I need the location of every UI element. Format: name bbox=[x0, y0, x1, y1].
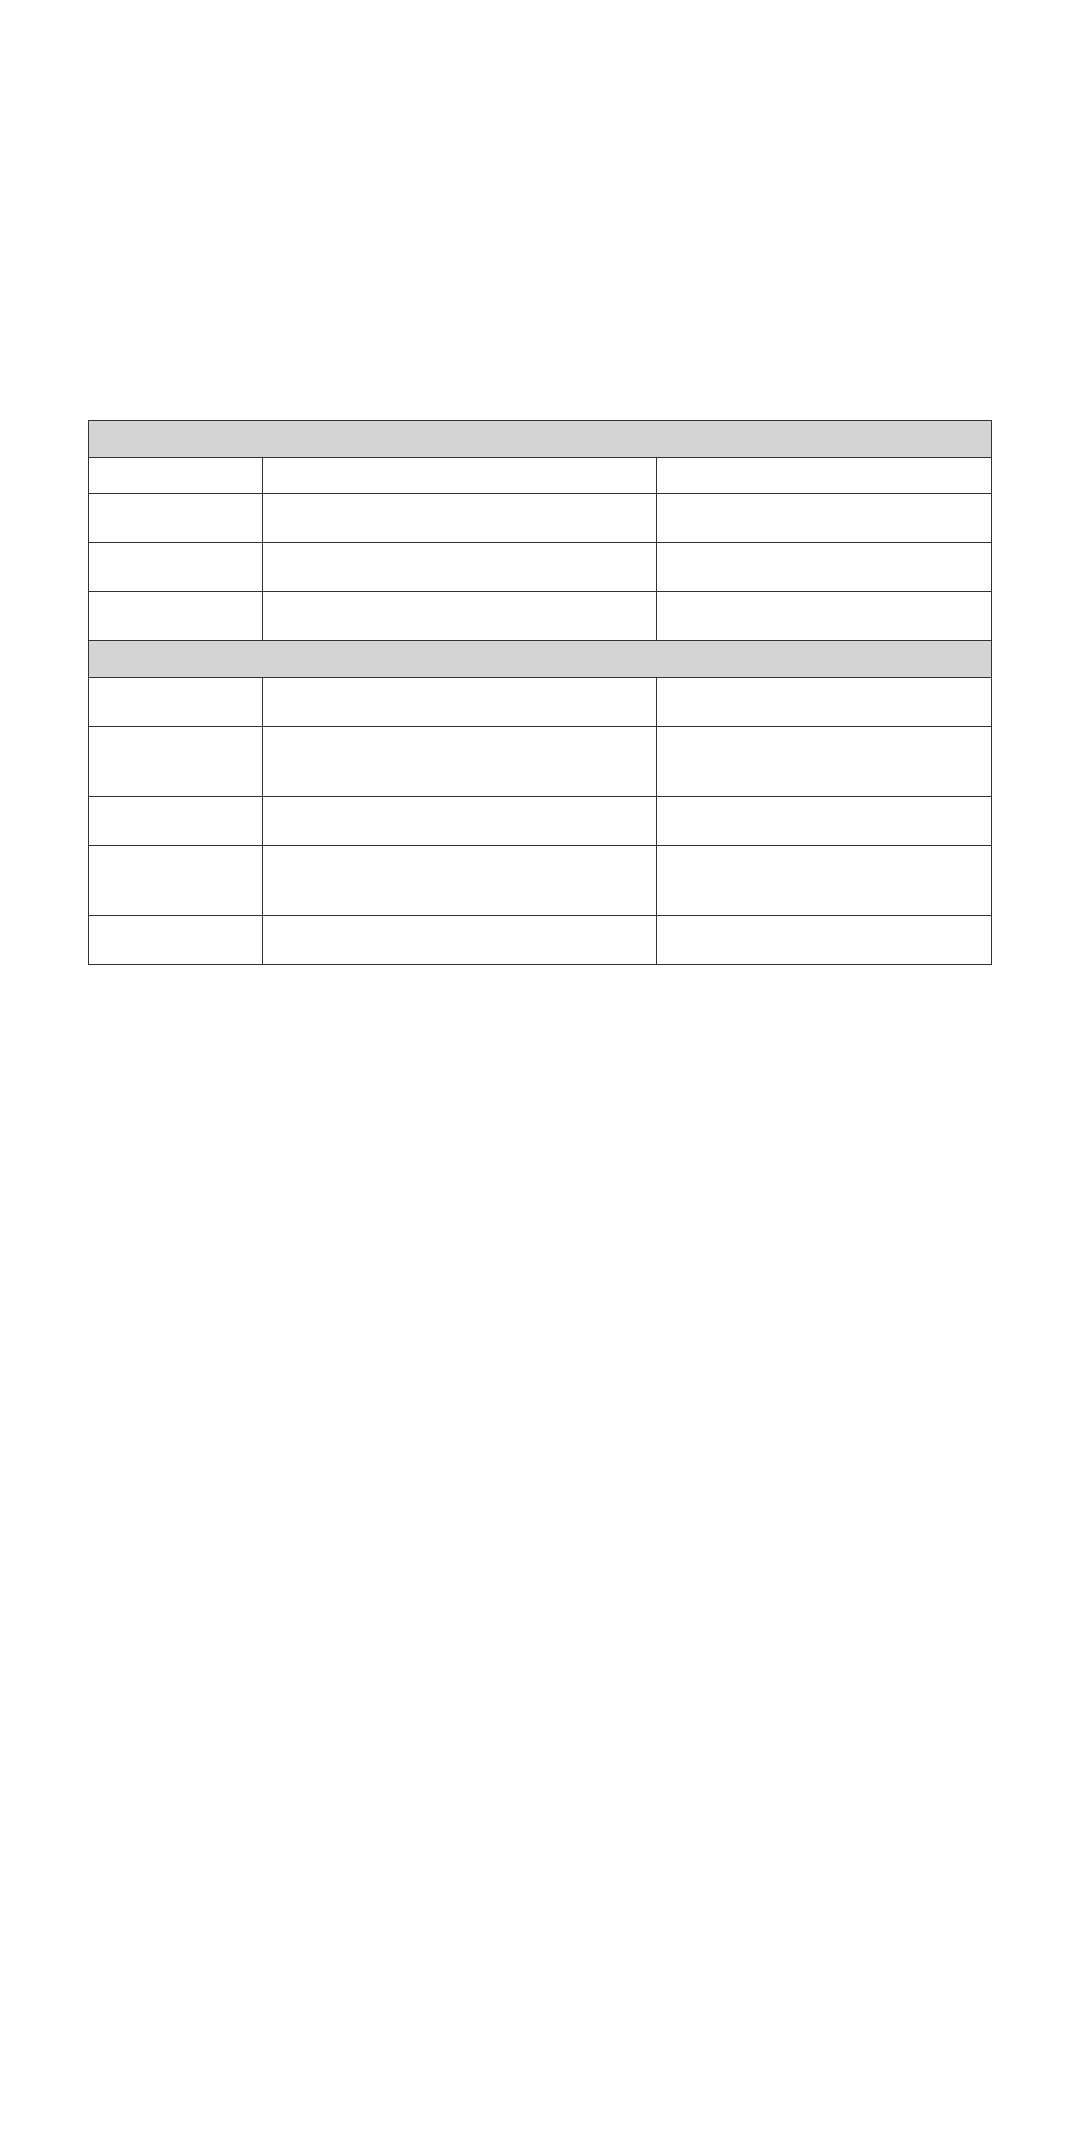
column-header-time bbox=[89, 458, 263, 494]
column-header-speaker bbox=[657, 458, 992, 494]
row-topic bbox=[263, 797, 657, 846]
table-row bbox=[89, 846, 992, 916]
row-topic bbox=[263, 543, 657, 592]
table-row bbox=[89, 916, 992, 965]
row-topic bbox=[263, 727, 657, 797]
table-row bbox=[89, 543, 992, 592]
row-speaker bbox=[657, 494, 992, 543]
row-time bbox=[89, 846, 263, 916]
row-speaker bbox=[657, 797, 992, 846]
row-time bbox=[89, 592, 263, 641]
table-row bbox=[89, 727, 992, 797]
qr-code-icon bbox=[215, 1882, 355, 2022]
row-topic bbox=[263, 592, 657, 641]
table-row bbox=[89, 678, 992, 727]
row-speaker bbox=[657, 846, 992, 916]
row-topic bbox=[263, 678, 657, 727]
row-speaker bbox=[657, 592, 992, 641]
row-speaker bbox=[657, 916, 992, 965]
section-header-agenda bbox=[89, 421, 992, 458]
agenda-table-part-1 bbox=[88, 420, 992, 965]
row-topic bbox=[263, 846, 657, 916]
section-header-ceremony bbox=[89, 641, 992, 678]
row-time bbox=[89, 678, 263, 727]
qr-block-saixi bbox=[155, 1882, 415, 2062]
row-time bbox=[89, 797, 263, 846]
row-speaker bbox=[657, 543, 992, 592]
table-row bbox=[89, 494, 992, 543]
qr-block-members bbox=[665, 1882, 925, 2062]
row-time bbox=[89, 494, 263, 543]
row-speaker bbox=[657, 727, 992, 797]
table-row bbox=[89, 592, 992, 641]
table-row bbox=[89, 797, 992, 846]
row-speaker bbox=[657, 678, 992, 727]
row-time bbox=[89, 727, 263, 797]
row-topic bbox=[263, 494, 657, 543]
qr-block-group bbox=[410, 1882, 670, 2062]
row-time bbox=[89, 916, 263, 965]
qr-code-wechat-icon bbox=[470, 1882, 610, 2022]
row-topic bbox=[263, 916, 657, 965]
column-header-topic bbox=[263, 458, 657, 494]
qr-code-icon bbox=[725, 1882, 865, 2022]
section-row bbox=[89, 641, 992, 678]
row-time bbox=[89, 543, 263, 592]
